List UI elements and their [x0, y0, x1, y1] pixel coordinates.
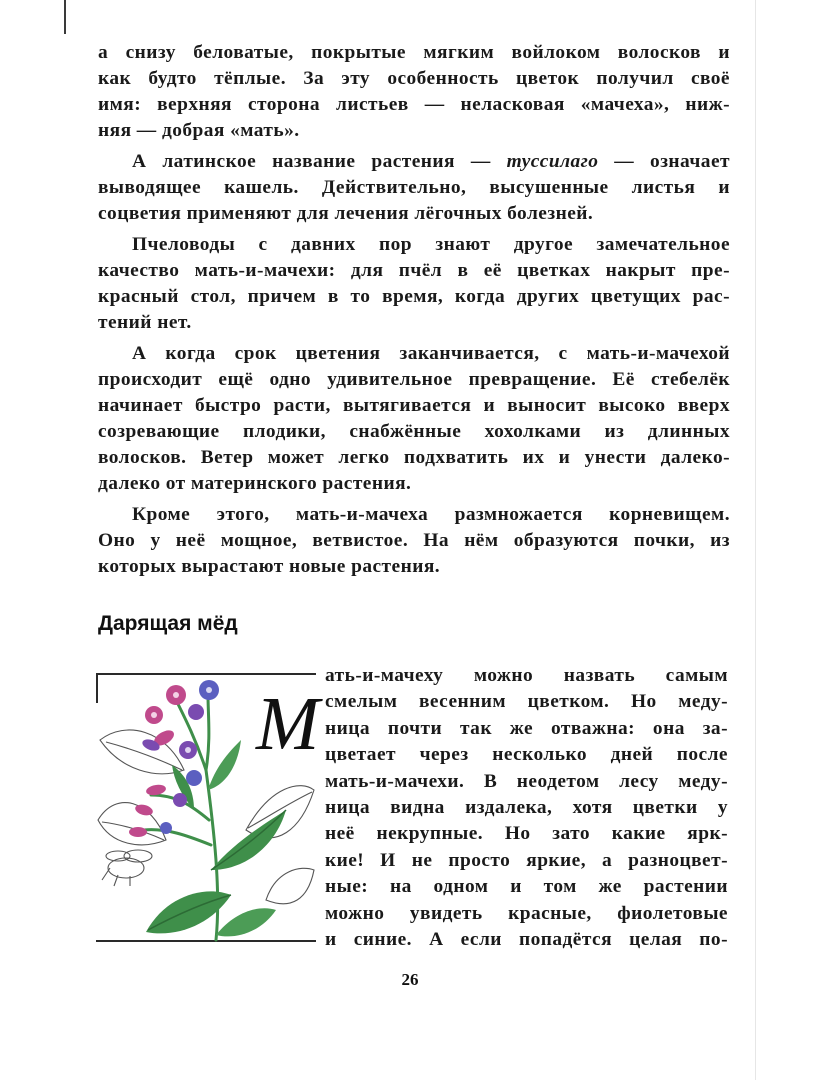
text-line: Кроме этого, мать-и-мачеха размножается корневищем.	[132, 504, 730, 525]
top-left-margin-line	[64, 0, 66, 34]
text-line: и синие. А если попадётся целая по-	[325, 929, 728, 951]
paragraph	[98, 232, 730, 336]
text-line: Пчеловоды с давних пор знают другое замечательное	[132, 234, 730, 255]
paragraph	[98, 40, 730, 144]
text-line: начинает быстро расти, вытягивается и выносит высоко вверх	[98, 395, 730, 416]
text-line: цветает через несколько дней после	[325, 744, 728, 766]
text-fragment: А латинское название растения —	[132, 151, 507, 172]
text-line: тений нет.	[98, 312, 192, 333]
text-line: ать-и-мачеху можно назвать самым	[325, 665, 728, 686]
text-line: выводящее кашель. Действительно, высушенные листья и	[98, 177, 730, 198]
text-line: красный стол, причем в то время, когда других цветущих рас-	[98, 286, 730, 307]
drop-cap-letter: М	[256, 682, 320, 766]
text-line: Оно у неё мощное, ветвистое. На нём образуются почки, из	[98, 530, 730, 551]
main-text	[98, 40, 730, 585]
text-fragment: — означает	[598, 151, 730, 172]
text-line: как будто тёплые. За эту особенность цветок получил своё	[98, 68, 730, 89]
text-line: ные: на одном и том же растении	[325, 876, 728, 898]
text-line: мать-и-мачехи. В неодетом лесу меду-	[325, 770, 728, 792]
text-line: няя — добрая «мать».	[98, 120, 300, 141]
text-line: которых вырастают новые растения.	[98, 556, 441, 577]
text-line: далеко от материнского растения.	[98, 473, 412, 494]
text-line	[98, 149, 730, 175]
page-right-edge	[755, 0, 756, 1080]
page-number: 26	[401, 970, 419, 989]
text-line: соцветия применяют для лечения лёгочных болезней.	[98, 203, 594, 224]
latin-name: туссилаго	[506, 151, 599, 172]
text-line: кие! И не просто яркие, а разноцвет-	[325, 849, 728, 871]
section-text	[325, 663, 728, 953]
text-line: ница видна издалека, хотя цветки у	[325, 797, 728, 819]
text-line: смелым весенним цветком. Но меду-	[325, 691, 728, 713]
text-line: волосков. Ветер может легко подхватить их и унести далеко-	[98, 447, 730, 468]
text-line: можно увидеть красные, фиолетовые	[325, 902, 728, 924]
text-line: а снизу беловатые, покрытые мягким войлоком волосков и	[98, 42, 730, 63]
text-line: качество мать-и-мачехи: для пчёл в её цветках накрыт пре-	[98, 260, 730, 281]
text-line: имя: верхняя сторона листьев — неласковая «мачеха», ниж-	[98, 94, 730, 115]
paragraph	[98, 502, 730, 580]
text-line: неё некрупные. Но зато какие ярк-	[325, 823, 728, 845]
text-line: ница почти так же отважна: она за-	[325, 717, 728, 739]
section-heading: Дарящая мёд	[98, 612, 238, 635]
text-line: созревающие плодики, снабжённые хохолками из длинных	[98, 421, 730, 442]
paragraph	[98, 149, 730, 227]
text-line: происходит ещё одно удивительное превращение. Её стебелёк	[98, 369, 730, 390]
text-line: А когда срок цветения заканчивается, с мать-и-мачехой	[132, 343, 730, 364]
paragraph	[98, 341, 730, 497]
